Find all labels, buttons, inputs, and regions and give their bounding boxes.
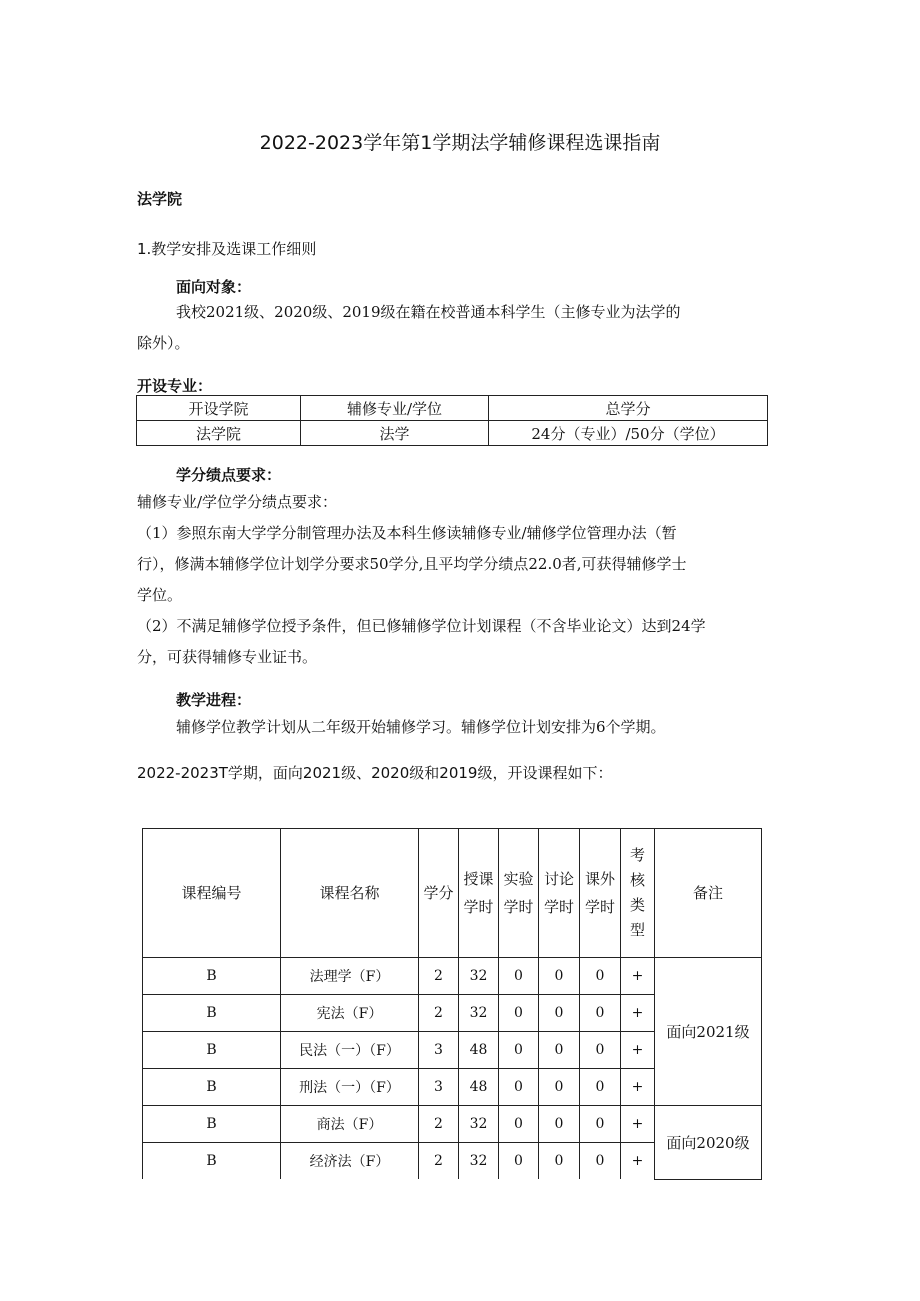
- cell-name: 民法（一）（F）: [281, 1032, 419, 1069]
- progress-text: 辅修学位教学计划从二年级开始辅修学习。辅修学位计划安排为6个学期。: [176, 718, 666, 736]
- cell-code: B: [143, 1069, 281, 1106]
- cell-name: 宪法（F）: [281, 995, 419, 1032]
- target-text-line1: 我校2021级、2020级、2019级在籍在校普通本科学生（主修专业为法学的: [176, 303, 681, 321]
- cell-name: 刑法（一）（F）: [281, 1069, 419, 1106]
- credit-p1-line2: 行），修满本辅修学位计划学分要求50学分,且平均学分绩点22.0者,可获得辅修学士: [137, 555, 687, 573]
- col-lab-hours: [499, 829, 539, 958]
- cell-extra: 0: [580, 1069, 621, 1106]
- cell-lecture: 48: [459, 1069, 499, 1106]
- header-college: 开设学院: [137, 396, 301, 421]
- cell-code: B: [143, 1032, 281, 1069]
- cell-name: 经济法（F）: [281, 1143, 419, 1180]
- col-extra-hours-l2: 学时: [584, 898, 615, 916]
- credit-p1-line3: 学位。: [137, 586, 183, 604]
- cell-extra: 0: [580, 995, 621, 1032]
- cell-code: B: [143, 1106, 281, 1143]
- col-lecture-hours: [459, 829, 499, 958]
- cell-discuss: 0: [539, 1069, 580, 1106]
- col-course-name: 课程名称: [281, 829, 419, 958]
- cell-lecture: 32: [459, 1143, 499, 1180]
- cell-lecture: 32: [459, 995, 499, 1032]
- col-exam-type-label: 考核类型: [629, 845, 645, 939]
- cell-extra: 0: [580, 1106, 621, 1143]
- col-lecture-hours-l2: 学时: [463, 898, 494, 916]
- cell-code: B: [143, 958, 281, 995]
- cell-lab: 0: [499, 1069, 539, 1106]
- cell-credit: 2: [419, 1143, 459, 1180]
- col-discussion-hours-l2: 学时: [543, 898, 574, 916]
- credit-p2-line1: （2）不满足辅修学位授予条件，但已修辅修学位计划课程（不含毕业论文）达到24学: [137, 617, 706, 635]
- col-lab-hours-l1: 实验: [503, 870, 534, 888]
- major-table: [136, 395, 768, 446]
- cell-credit: 2: [419, 995, 459, 1032]
- table-row: [143, 1106, 762, 1143]
- col-course-code: 课程编号: [143, 829, 281, 958]
- cell-lecture: 48: [459, 1032, 499, 1069]
- credit-subheading: 辅修专业/学位学分绩点要求：: [137, 493, 338, 511]
- course-table-header: [143, 829, 762, 958]
- cell-extra: 0: [580, 1143, 621, 1180]
- col-extra-hours: [580, 829, 621, 958]
- cell-code: B: [143, 995, 281, 1032]
- cell-remark-2021: 面向2021级: [655, 958, 762, 1106]
- cell-remark-2020: 面向2020级: [655, 1106, 762, 1180]
- cell-discuss: 0: [539, 958, 580, 995]
- target-heading: 面向对象：: [176, 278, 252, 296]
- col-lab-hours-l2: 学时: [503, 898, 534, 916]
- major-table-row: [137, 421, 768, 446]
- credit-p2-line2: 分，可获得辅修专业证书。: [137, 648, 318, 666]
- cell-discuss: 0: [539, 1106, 580, 1143]
- course-table: [142, 828, 762, 1180]
- cell-lecture: 32: [459, 958, 499, 995]
- col-extra-hours-l1: 课外: [584, 870, 615, 888]
- cell-lab: 0: [499, 958, 539, 995]
- major-table-header: [137, 396, 768, 421]
- progress-heading: 教学进程：: [176, 691, 252, 709]
- cell-discuss: 0: [539, 1143, 580, 1180]
- page-title: 2022-2023学年第1学期法学辅修课程选课指南: [259, 132, 661, 154]
- col-exam-type: [621, 829, 655, 958]
- credit-heading: 学分绩点要求：: [176, 466, 282, 484]
- cell-lab: 0: [499, 995, 539, 1032]
- table-row: [143, 958, 762, 995]
- header-total-credit: 总学分: [489, 396, 768, 421]
- cell-credit: 3: [419, 1032, 459, 1069]
- cell-code: B: [143, 1143, 281, 1180]
- cell-exam: +: [621, 958, 655, 995]
- term-text: 2022-2023T学期，面向2021级、2020级和2019级，开设课程如下：: [137, 764, 613, 782]
- section-heading: 1.教学安排及选课工作细则: [137, 240, 317, 258]
- cell-lab: 0: [499, 1106, 539, 1143]
- col-discussion-hours: [539, 829, 580, 958]
- cell-exam: +: [621, 1143, 655, 1180]
- major-heading: 开设专业：: [137, 377, 213, 395]
- cell-exam: +: [621, 1106, 655, 1143]
- cell-credit: 3: [419, 1069, 459, 1106]
- cell-lab: 0: [499, 1143, 539, 1180]
- col-remark: 备注: [655, 829, 762, 958]
- cell-college: 法学院: [137, 421, 301, 446]
- cell-major: 法学: [301, 421, 489, 446]
- cell-lab: 0: [499, 1032, 539, 1069]
- col-lecture-hours-l1: 授课: [463, 870, 494, 888]
- header-major: 辅修专业/学位: [301, 396, 489, 421]
- target-text-line2: 除外）。: [137, 334, 190, 352]
- college-name: 法学院: [137, 190, 183, 208]
- cell-lecture: 32: [459, 1106, 499, 1143]
- cell-extra: 0: [580, 1032, 621, 1069]
- cell-exam: +: [621, 1069, 655, 1106]
- cell-discuss: 0: [539, 1032, 580, 1069]
- col-discussion-hours-l1: 讨论: [543, 870, 574, 888]
- col-credit: 学分: [419, 829, 459, 958]
- credit-p1-line1: （1）参照东南大学学分制管理办法及本科生修读辅修专业/辅修学位管理办法（暂: [137, 524, 677, 542]
- cell-credit: 2: [419, 1106, 459, 1143]
- cell-name: 法理学（F）: [281, 958, 419, 995]
- cell-name: 商法（F）: [281, 1106, 419, 1143]
- cell-discuss: 0: [539, 995, 580, 1032]
- cell-exam: +: [621, 1032, 655, 1069]
- cell-exam: +: [621, 995, 655, 1032]
- cell-credit: 2: [419, 958, 459, 995]
- cell-extra: 0: [580, 958, 621, 995]
- cell-total-credit: 24分（专业）/50分（学位）: [489, 421, 768, 446]
